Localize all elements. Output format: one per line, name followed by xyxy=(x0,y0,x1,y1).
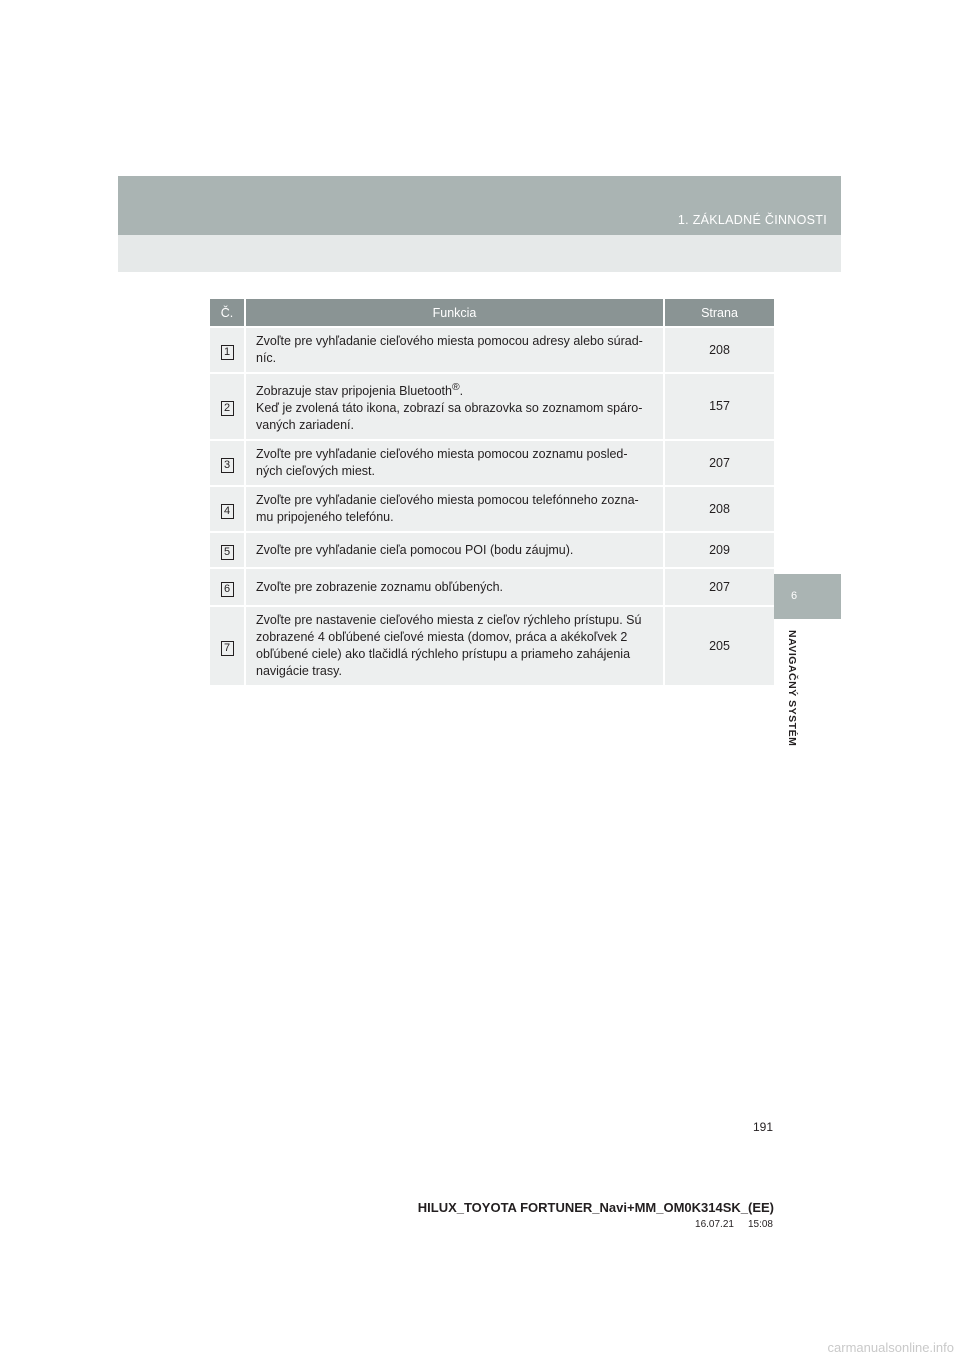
registered-mark: ® xyxy=(451,382,460,393)
item-number-box: 5 xyxy=(221,545,234,560)
table-row xyxy=(210,532,774,568)
page-cell: 208 xyxy=(664,486,774,532)
table-header-row xyxy=(210,299,774,327)
page-cell: 207 xyxy=(664,440,774,486)
page-number: 191 xyxy=(752,1120,773,1134)
function-text: ných cieľových miest. xyxy=(256,464,375,479)
function-text: Zvoľte pre vyhľadanie cieľového miesta pomocou telefónneho zozna- xyxy=(256,493,639,508)
table-row xyxy=(210,373,774,440)
function-text: Keď je zvolená táto ikona, zobrazí sa obrazovka so zoznamom spáro- xyxy=(256,401,643,416)
function-text: Zvoľte pre vyhľadanie cieľového miesta pomocou zoznamu posled- xyxy=(256,447,628,462)
header-function: Funkcia xyxy=(245,299,664,327)
function-text: Zvoľte pre zobrazenie zoznamu obľúbených. xyxy=(256,579,504,594)
function-cell xyxy=(245,532,664,568)
function-table xyxy=(210,299,774,685)
document-id: HILUX_TOYOTA FORTUNER_Navi+MM_OM0K314SK_(EE) xyxy=(417,1200,774,1215)
header-sub-bar xyxy=(118,235,841,272)
document-timestamp xyxy=(695,1219,773,1230)
chapter-label: NAVIGAČNÝ SYSTÉM xyxy=(786,630,798,747)
item-number-box: 6 xyxy=(221,582,234,597)
item-number-box: 3 xyxy=(221,458,234,473)
header-page: Strana xyxy=(664,299,774,327)
function-cell xyxy=(245,327,664,373)
function-text: vaných zariadení. xyxy=(256,418,354,433)
watermark: carmanualsonline.info xyxy=(827,1340,954,1355)
function-text: Zvoľte pre vyhľadanie cieľa pomocou POI (bodu záujmu). xyxy=(256,542,574,557)
section-title: 1. ZÁKLADNÉ ČINNOSTI xyxy=(677,213,827,227)
page-cell: 157 xyxy=(664,373,774,440)
header-bar xyxy=(118,176,841,235)
header-number: Č. xyxy=(210,299,245,327)
function-cell xyxy=(245,606,664,685)
function-cell xyxy=(245,373,664,440)
page-cell: 209 xyxy=(664,532,774,568)
item-number-box: 4 xyxy=(221,504,234,519)
table-row xyxy=(210,606,774,685)
function-cell xyxy=(245,486,664,532)
table-row xyxy=(210,568,774,606)
function-text: mu pripojeného telefónu. xyxy=(256,510,394,525)
table-row xyxy=(210,486,774,532)
function-text: níc. xyxy=(256,351,277,365)
function-text: zobrazené 4 obľúbené cieľové miesta (domov, práca a akékoľvek 2 xyxy=(256,630,628,645)
function-text: Zobrazuje stav pripojenia Bluetooth xyxy=(256,384,452,399)
function-text: Zvoľte pre vyhľadanie cieľového miesta pomocou adresy alebo súrad- xyxy=(256,334,643,348)
page-cell: 205 xyxy=(664,606,774,685)
table-row xyxy=(210,440,774,486)
item-number-box: 2 xyxy=(221,401,234,416)
page-cell: 208 xyxy=(664,327,774,373)
item-number-box: 7 xyxy=(221,641,234,656)
chapter-tab xyxy=(774,574,841,619)
function-cell xyxy=(245,440,664,486)
document-time: 15:08 xyxy=(747,1219,773,1230)
function-text: Zvoľte pre nastavenie cieľového miesta z cieľov rýchleho prístupu. Sú xyxy=(256,613,642,628)
chapter-number: 6 xyxy=(791,590,798,602)
function-text: obľúbené ciele) ako tlačidlá rýchleho prístupu a priameho zahájenia xyxy=(256,647,631,662)
function-text: navigácie trasy. xyxy=(256,664,342,679)
document-date: 16.07.21 xyxy=(695,1219,734,1230)
item-number-box: 1 xyxy=(221,345,234,360)
function-text: . xyxy=(459,384,464,399)
page-cell: 207 xyxy=(664,568,774,606)
function-cell xyxy=(245,568,664,606)
table-row xyxy=(210,327,774,373)
